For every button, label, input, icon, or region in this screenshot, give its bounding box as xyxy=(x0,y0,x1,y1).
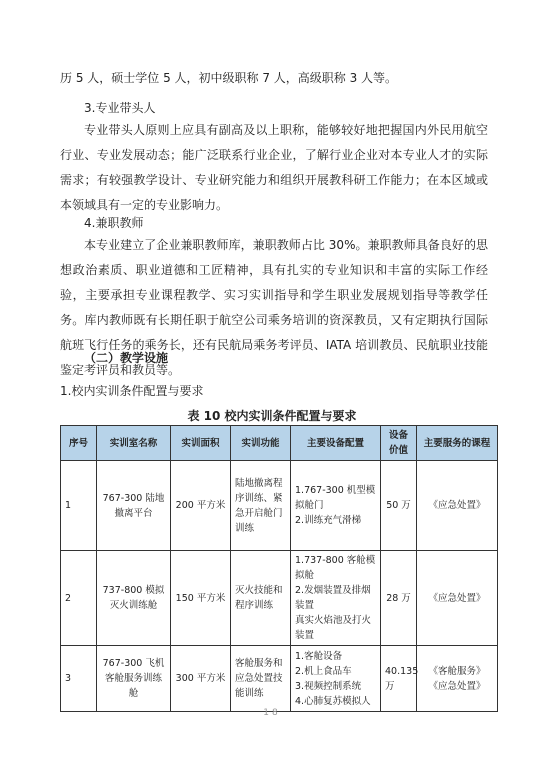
cell-room-name: 737-800 模拟灭火训练舱 xyxy=(97,551,171,646)
cell-area: 300 平方米 xyxy=(171,646,231,712)
table-row xyxy=(61,551,498,646)
cell-function: 客舱服务和应急处置技能训练 xyxy=(231,646,291,712)
training-facilities-table xyxy=(60,425,498,712)
table-caption: 表 10 校内实训条件配置与要求 xyxy=(187,409,357,423)
header-room-name: 实训室名称 xyxy=(97,426,171,461)
header-function: 实训功能 xyxy=(231,426,291,461)
header-area: 实训面积 xyxy=(171,426,231,461)
section-heading-facilities: （二）教学设施 xyxy=(84,351,169,365)
cell-value: 40.135 万 xyxy=(381,646,417,712)
cell-equipment: 1.767-300 机型模拟舱门 2.训练充气滑梯 xyxy=(291,461,381,551)
cell-function: 陆地撤离程序训练、紧急开启舱门训练 xyxy=(231,461,291,551)
paragraph-staff-stats: 历 5 人，硕士学位 5 人，初中级职称 7 人，高级职称 3 人等。 xyxy=(60,71,398,85)
cell-courses: 《客舱服务》 《应急处置》 xyxy=(417,646,498,712)
cell-equipment: 1.客舱设备 2.机上食品车 3.视频控制系统 4.心肺复苏模拟人 xyxy=(291,646,381,712)
cell-area: 150 平方米 xyxy=(171,551,231,646)
table-header-row xyxy=(61,426,498,461)
cell-index: 1 xyxy=(61,461,97,551)
header-courses: 主要服务的课程 xyxy=(417,426,498,461)
cell-value: 50 万 xyxy=(381,461,417,551)
cell-function: 灭火技能和程序训练 xyxy=(231,551,291,646)
cell-courses: 《应急处置》 xyxy=(417,551,498,646)
cell-courses: 《应急处置》 xyxy=(417,461,498,551)
cell-value: 28 万 xyxy=(381,551,417,646)
cell-index: 3 xyxy=(61,646,97,712)
paragraph-part-time-teachers: 本专业建立了企业兼职教师库，兼职教师占比 30%。兼职教师具备良好的思想政治素质、职业道德和工匠精神，具有扎实的专业知识和丰富的实际工作经验，主要承担专业课程教学、实习实训指导和学生职业发展规划指导等教学任务。库内教师既有长期任职于航空公司乘务培训的资深教员，又有定期执行国际航班飞行任务的乘务长，还有民航局乘务考评员、IATA 培训教员、民航职业技能鉴定考评员和教员等。 xyxy=(60,238,488,377)
header-equipment: 主要设备配置 xyxy=(291,426,381,461)
cell-area: 200 平方米 xyxy=(171,461,231,551)
page-number: 18 xyxy=(263,708,281,718)
subheading-training-conditions: 1.校内实训条件配置与要求 xyxy=(60,384,204,398)
paragraph-professional-leader: 专业带头人原则上应具有副高及以上职称，能够较好地把握国内外民用航空行业、专业发展动态；能广泛联系行业企业，了解行业企业对本专业人才的实际需求；有较强教学设计、专业研究能力和组织开展教科研工作能力；在本区域或本领域具有一定的专业影响力。 xyxy=(60,123,488,212)
table-row xyxy=(61,646,498,712)
table-row xyxy=(61,461,498,551)
heading-professional-leader: 3.专业带头人 xyxy=(84,101,156,115)
cell-index: 2 xyxy=(61,551,97,646)
cell-room-name: 767-300 陆地撤离平台 xyxy=(97,461,171,551)
header-value: 设备价值 xyxy=(381,426,417,461)
heading-part-time-teachers: 4.兼职教师 xyxy=(84,216,144,230)
cell-equipment: 1.737-800 客舱模拟舱 2.发烟装置及排烟装置 真实火焰池及打火装置 xyxy=(291,551,381,646)
header-index: 序号 xyxy=(61,426,97,461)
cell-room-name: 767-300 飞机客舱服务训练舱 xyxy=(97,646,171,712)
